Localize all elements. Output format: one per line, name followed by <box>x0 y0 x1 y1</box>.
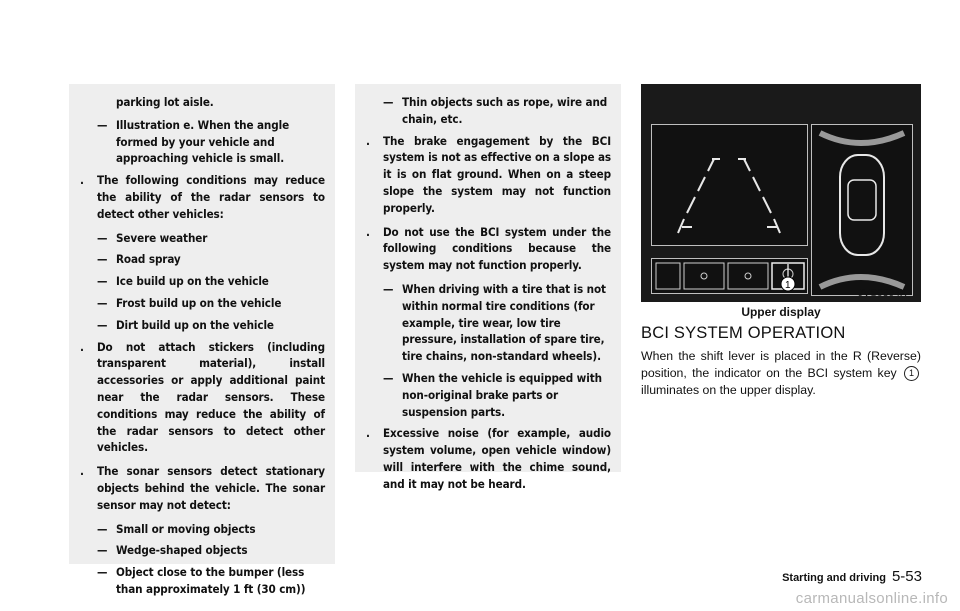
bullet-stickers: . Do not attach stickers (including transparent material), install accessories or apply additional paint near the radar sensors. These conditions may reduce the ability of the radar sensors to detect other vehicles. <box>80 339 325 455</box>
watermark: carmanualsonline.info <box>795 590 948 607</box>
continued-text: parking lot aisle. <box>116 95 214 109</box>
sub-item: — Road spray <box>97 252 181 267</box>
bullet-slope: . The brake engagement by the BCI system is not as effective on a slope as it is on flat ground. When on a steep slope the system may not function properly. <box>366 133 611 215</box>
page-footer <box>782 568 922 585</box>
bullet-reduce-ability: . The following conditions may reduce the ability of the radar sensors to detect other vehicles: <box>80 173 325 221</box>
sub-item: — Small or moving objects <box>97 521 256 536</box>
callout-1-icon: 1 <box>904 366 919 381</box>
dash-marker: — <box>97 117 108 132</box>
body-paragraph: When the shift lever is placed in the R (Reverse) position, the indicator on the BCI system key 1 illuminates on the upper display. <box>641 349 921 397</box>
bullet-sonar: . The sonar sensors detect stationary objects behind the vehicle. The sonar sensor may not detect: <box>80 464 325 512</box>
sub-item: — When the vehicle is equipped with non-original brake parts or suspension parts. <box>383 370 602 419</box>
sub-item: — Dirt build up on the vehicle <box>97 317 274 332</box>
sub-item-thin-objects: — Thin objects such as rope, wire and chain, etc. <box>383 95 608 126</box>
sub-item: — Ice build up on the vehicle <box>97 274 269 289</box>
sub-item: — Frost build up on the vehicle <box>97 295 282 310</box>
text-column-1 <box>69 84 335 596</box>
sub-item: — Wedge-shaped objects <box>97 543 248 558</box>
section-heading: BCI SYSTEM OPERATION <box>641 324 846 342</box>
figure-code: JVS0304X <box>858 288 907 299</box>
upper-display-illustration <box>641 84 921 302</box>
sub-item-illustration: — Illustration e. When the angle formed by your vehicle and approaching vehicle is small. <box>97 117 290 166</box>
sub-item: — Object close to the bumper (less than approximately 1 ft (30 cm)) <box>97 565 306 596</box>
footer-section-name: Starting and driving <box>782 572 886 584</box>
callout-number: 1 <box>785 280 791 291</box>
text-column-2 <box>355 84 621 491</box>
bullet-marker: . <box>80 173 84 188</box>
sub-item: — Severe weather <box>97 230 208 245</box>
bullet-do-not-use: . Do not use the BCI system under the following conditions because the system may not function properly. <box>366 224 611 273</box>
page-number: 5-53 <box>891 568 922 585</box>
callout-graphic <box>641 84 921 302</box>
sub-item: — When driving with a tire that is not within normal tire conditions (for example, tire wear, low tire pressure, installation of spare tire, tire chains, non-standard wheels). <box>383 281 606 364</box>
figure-caption: Upper display <box>741 305 821 319</box>
bullet-noise: . Excessive noise (for example, audio system volume, open vehicle window) will interfere with the chime sound, and it may not be heard. <box>366 426 611 491</box>
